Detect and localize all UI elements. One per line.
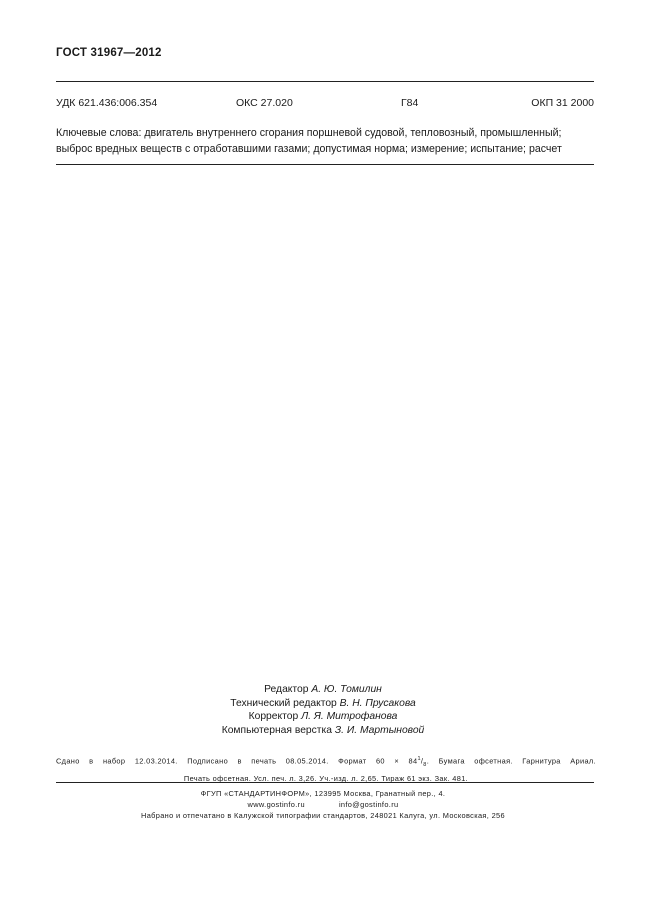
corrector-credit: [0, 710, 646, 724]
keywords-line-2: выброс вредных веществ с отработавшими газами; допустимая норма; измерение; испытание; расчет: [56, 142, 562, 155]
publisher-block: [0, 788, 646, 822]
credit-role: Редактор: [264, 684, 309, 695]
oks-code: ОКС 27.020: [236, 97, 293, 109]
group-code: Г84: [401, 97, 419, 109]
credit-name: З. И. Мартыновой: [334, 724, 425, 736]
credits-block: [0, 683, 646, 737]
standard-code: ГОСТ 31967—2012: [56, 47, 162, 59]
publisher-email[interactable]: info@gostinfo.ru: [338, 800, 399, 810]
keywords-block: [56, 126, 596, 157]
editor-credit: [0, 683, 646, 697]
credit-role: Корректор: [248, 711, 299, 722]
format-subscript: 8: [423, 761, 427, 768]
imprint-block: [56, 753, 596, 786]
layout-credit: [0, 724, 646, 738]
imprint-text-b: . Бумага офсетная. Гарнитура Ариал.: [426, 756, 596, 766]
credit-role: Компьютерная верстка: [221, 724, 332, 736]
publisher-address: ФГУП «СТАНДАРТИНФОРМ», 123995 Москва, Гранатный пер., 4.: [200, 789, 446, 798]
top-rule: [56, 81, 594, 82]
tech-editor-credit: [0, 697, 646, 711]
format-superscript: 1: [417, 756, 421, 762]
okp-code: ОКП 31 2000: [531, 97, 594, 109]
credit-name: Л. Я. Митрофанова: [301, 711, 398, 722]
credit-role: Технический редактор: [230, 697, 337, 709]
keywords-line-1: Ключевые слова: двигатель внутреннего сгорания поршневой судовой, тепловозный, промышленный;: [56, 127, 562, 139]
printer-info: Набрано и отпечатано в Калужской типографии стандартов, 248021 Калуга, ул. Московская, 256: [141, 811, 505, 821]
imprint-rule: [56, 782, 594, 783]
credit-name: А. Ю. Томилин: [311, 684, 382, 695]
keywords-rule: [56, 164, 594, 165]
imprint-text-a: Сдано в набор 12.03.2014. Подписано в печать 08.05.2014. Формат 60 × 84: [56, 756, 418, 766]
credit-name: В. Н. Прусакова: [339, 697, 416, 709]
imprint-line-1: Сдано в набор 12.03.2014. Подписано в печать 08.05.2014. Формат $60 \times 84^1/_8$. Бумага офсетная. Гарнитура Ариал.: [56, 756, 596, 768]
publisher-website[interactable]: www.gostinfo.ru: [247, 800, 305, 810]
imprint-line-2: Печать офсетная. Усл. печ. л. 3,26. Уч.-изд. л. 2,65. Тираж 61 экз. Зак. 481.: [183, 774, 469, 784]
publisher-contacts: [0, 799, 646, 810]
udk-code: УДК 621.436:006.354: [56, 97, 158, 109]
